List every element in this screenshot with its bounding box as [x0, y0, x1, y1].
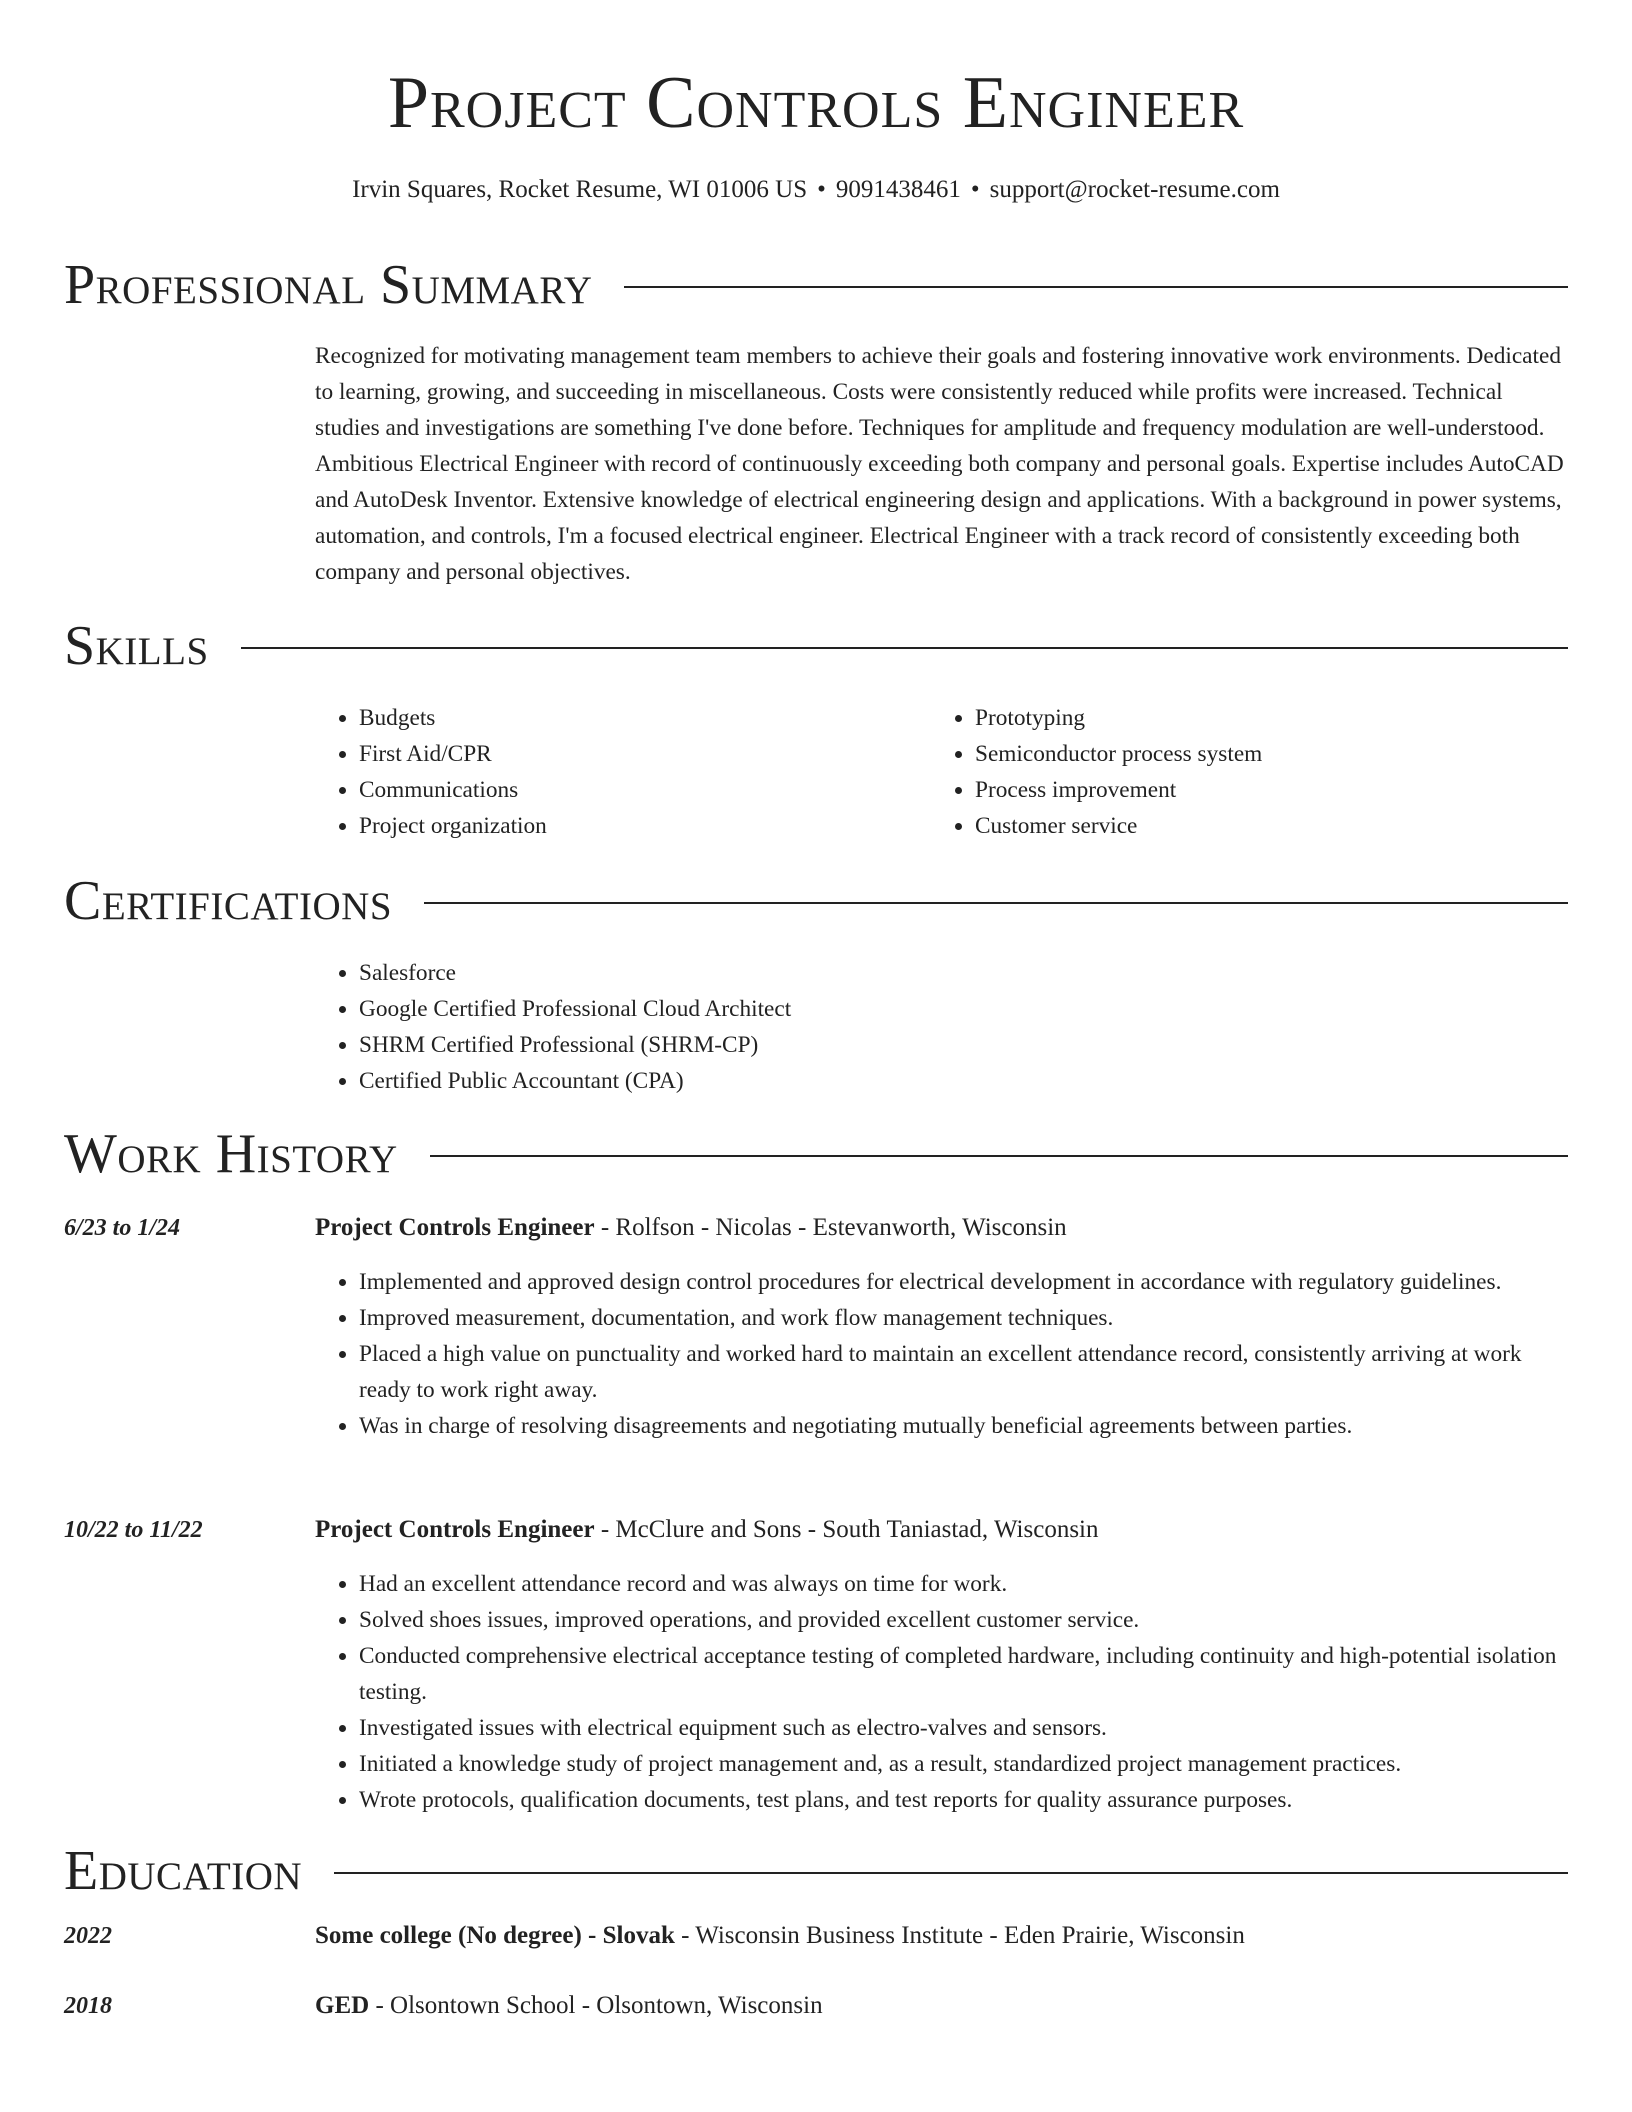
education-details: - Wisconsin Business Institute - Eden Prairie, Wisconsin [674, 1922, 1245, 1949]
contact-phone: 9091438461 [835, 176, 961, 203]
job-duties-list [315, 1264, 1570, 1444]
job-details: - McClure and Sons - South Taniastad, Wisconsin [594, 1516, 1099, 1543]
skills-list-left [315, 700, 875, 844]
job-dates: 6/23 to 1/24 [64, 1215, 181, 1241]
contact-separator: • [970, 176, 980, 203]
education-details: - Olsontown School - Olsontown, Wisconsin [369, 1992, 823, 2019]
work-section-title: Work History [64, 1123, 398, 1185]
job-duties-list [315, 1566, 1570, 1818]
skills-right-column [931, 700, 1491, 844]
skills-section-header [64, 613, 1568, 679]
skills-section-title: Skills [64, 615, 209, 677]
skill-item: • Project organization [359, 808, 875, 844]
summary-section-header [64, 252, 1568, 318]
duty-item: • Improved measurement, documentation, and work flow management techniques. [359, 1300, 1570, 1336]
skill-item: • Communications [359, 772, 875, 808]
section-divider [624, 286, 1568, 288]
duty-item: • Initiated a knowledge study of project management and, as a result, standardized project management practices. [359, 1746, 1570, 1782]
duty-item: • Had an excellent attendance record and was always on time for work. [359, 1566, 1570, 1602]
contact-email: support@rocket-resume.com [989, 176, 1280, 203]
section-divider [424, 902, 1568, 904]
skill-item: • First Aid/CPR [359, 736, 875, 772]
certifications-section-header [64, 868, 1568, 934]
education-heading [315, 1988, 1570, 2024]
skill-item: • Prototyping [975, 700, 1491, 736]
section-divider [430, 1155, 1568, 1157]
contact-line [0, 173, 1632, 207]
duty-item: • Solved shoes issues, improved operations, and provided excellent customer service. [359, 1602, 1570, 1638]
duty-item: • Was in charge of resolving disagreements and negotiating mutually beneficial agreements between parties. [359, 1408, 1570, 1444]
skill-item: • Customer service [975, 808, 1491, 844]
certification-item: • Google Certified Professional Cloud Architect [359, 991, 1215, 1027]
job-heading [315, 1512, 1570, 1548]
skills-left-column [315, 700, 875, 844]
duty-item: • Investigated issues with electrical equipment such as electro-valves and sensors. [359, 1710, 1570, 1746]
skill-item: • Process improvement [975, 772, 1491, 808]
job-dates: 10/22 to 11/22 [64, 1517, 203, 1543]
section-divider [334, 1872, 1568, 1874]
duty-item: • Conducted comprehensive electrical acceptance testing of completed hardware, including continuity and high-potential isolation testing. [359, 1638, 1570, 1710]
job-title: Project Controls Engineer [315, 1214, 595, 1241]
duty-item: • Placed a high value on punctuality and worked hard to maintain an excellent attendance record, consistently arriving at work ready to work right away. [359, 1336, 1570, 1408]
education-year: 2022 [64, 1923, 112, 1949]
education-heading [315, 1918, 1570, 1954]
contact-separator: • [817, 176, 826, 203]
duty-item: • Implemented and approved design control procedures for electrical development in accordance with regulatory guidelines. [359, 1264, 1570, 1300]
certification-item: • Salesforce [359, 955, 1215, 991]
work-section-header [64, 1121, 1568, 1187]
certification-item: • SHRM Certified Professional (SHRM-CP) [359, 1027, 1215, 1063]
job-details: - Rolfson - Nicolas - Estevanworth, Wisconsin [594, 1214, 1067, 1241]
certifications-list [315, 955, 1215, 1099]
education-section-header [64, 1838, 1568, 1904]
job-title: Project Controls Engineer [315, 1516, 595, 1543]
education-section-title: Education [64, 1840, 303, 1902]
duty-item: • Wrote protocols, qualification documents, test plans, and test reports for quality assurance purposes. [359, 1782, 1570, 1818]
education-degree: Some college (No degree) - Slovak [315, 1922, 675, 1949]
skills-list-right [931, 700, 1491, 844]
certifications-section-title: Certifications [64, 870, 393, 932]
summary-text: Recognized for motivating management team members to achieve their goals and fostering innovative work environments. Dedicated to learning, growing, and succeeding in miscellaneous. Costs were consistently reduced while profits were increased. Technical studies and investigations are something I've done before. Techniques for amplitude and frequency modulation are well-understood. Ambitious Electrical Engineer with record of continuously exceeding both company and personal goals. Expertise includes AutoCAD and AutoDesk Inventor. Extensive knowledge of electrical engineering design and applications. With a background in power systems, automation, and controls, I'm a focused electrical engineer. Electrical Engineer with a track record of consistently exceeding both company and personal objectives. [315, 343, 1564, 585]
candidate-name: Project Controls Engineer [387, 62, 1245, 144]
certification-item: • Certified Public Accountant (CPA) [359, 1063, 1215, 1099]
job-duties [315, 1566, 1570, 1818]
certifications-block [315, 955, 1215, 1099]
job-duties [315, 1264, 1570, 1444]
contact-address: Irvin Squares, Rocket Resume, WI 01006 US [352, 176, 808, 203]
skill-item: • Budgets [359, 700, 875, 736]
job-heading [315, 1210, 1570, 1246]
section-divider [241, 647, 1568, 649]
education-year: 2018 [64, 1993, 112, 2019]
summary-section-title: Professional Summary [64, 254, 593, 316]
education-degree: GED [315, 1992, 370, 2019]
skill-item: • Semiconductor process system [975, 736, 1491, 772]
